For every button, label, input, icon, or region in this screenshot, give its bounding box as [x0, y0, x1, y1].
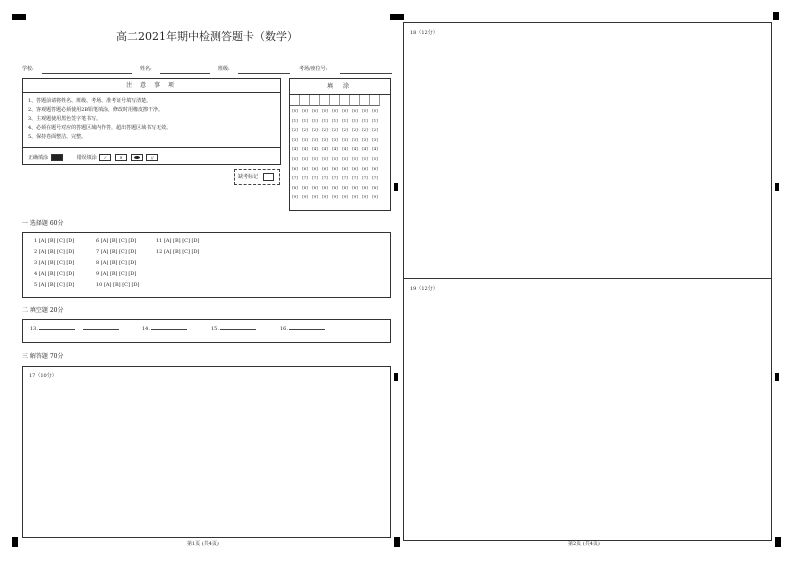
digit-bubble[interactable]: [8] [302, 184, 308, 190]
digit-bubble[interactable]: [3] [332, 136, 338, 142]
fill-sample-row [23, 147, 280, 161]
digit-bubble[interactable]: [1] [292, 117, 298, 123]
blank-15: 15. [211, 326, 256, 332]
mc-question[interactable]: 8 [A] [B] [C] [D] [96, 260, 137, 266]
digit-bubble[interactable]: [2] [312, 127, 318, 133]
digit-bubble[interactable]: [3] [322, 136, 328, 142]
digit-bubble[interactable]: [0] [352, 108, 358, 113]
digit-bubble[interactable]: [1] [352, 117, 358, 123]
mc-question[interactable]: 11 [A] [B] [C] [D] [156, 238, 200, 244]
blank-16-line[interactable] [289, 329, 325, 330]
digit-column [300, 95, 310, 202]
digit-bubble[interactable]: [6] [362, 165, 368, 171]
q17-label: 17（10分） [29, 373, 57, 379]
digit-bubble[interactable]: [9] [352, 194, 358, 200]
digit-bubble[interactable]: [1] [312, 117, 318, 123]
digit-bubble[interactable]: [5] [312, 155, 318, 161]
mc-question[interactable]: 5 [A] [B] [C] [D] [34, 282, 75, 288]
digit-bubble[interactable]: [8] [352, 184, 358, 190]
seat-field[interactable] [340, 73, 392, 74]
digit-column [320, 95, 330, 202]
mc-question[interactable]: 9 [A] [B] [C] [D] [96, 271, 137, 277]
registration-mark [775, 373, 779, 381]
page-footer-right: 第2页 (共4页) [568, 541, 600, 547]
notice-box [22, 78, 281, 165]
cross-mark-icon: ✕ [115, 154, 127, 161]
digit-bubble[interactable]: [1] [302, 117, 308, 123]
digit-column [350, 95, 360, 202]
digit-bubble[interactable]: [1] [342, 117, 348, 123]
digit-bubble[interactable]: [4] [332, 146, 338, 152]
blank-13-line-2[interactable] [83, 329, 119, 330]
digit-bubble[interactable]: [9] [342, 194, 348, 200]
registration-mark [394, 373, 398, 381]
digit-write-cell[interactable] [290, 95, 300, 106]
digit-bubble[interactable]: [0] [332, 108, 338, 113]
digit-bubble[interactable]: [2] [362, 127, 368, 133]
digit-bubble[interactable]: [5] [332, 155, 338, 161]
digit-bubble[interactable]: [5] [362, 155, 368, 161]
digit-columns [290, 95, 390, 202]
digit-bubble[interactable]: [3] [292, 136, 298, 142]
digit-bubble[interactable]: [4] [302, 146, 308, 152]
digit-bubble[interactable]: [3] [352, 136, 358, 142]
school-field[interactable] [42, 73, 132, 74]
registration-mark [775, 537, 781, 547]
digit-bubble[interactable]: [4] [322, 146, 328, 152]
notice-item: 4、必须在题号对应的答题区域内作答，超出答题区域书写无效。 [28, 125, 172, 131]
digit-bubble[interactable]: [7] [342, 175, 348, 181]
digit-bubble[interactable]: [7] [292, 175, 298, 181]
digit-write-cell[interactable] [370, 95, 380, 106]
digit-bubble[interactable]: [3] [372, 136, 378, 142]
q19-label: 19（12分） [410, 286, 438, 292]
digit-bubble[interactable]: [2] [302, 127, 308, 133]
correct-fill-label: 正确填涂 [28, 155, 49, 161]
digit-column [290, 95, 300, 202]
digit-bubble[interactable]: [4] [342, 146, 348, 152]
blank-16: 16. [280, 326, 325, 332]
digit-bubble[interactable]: [9] [312, 194, 318, 200]
solve-section-title: 三 解答题 70分 [22, 353, 64, 360]
digit-bubble[interactable]: [2] [322, 127, 328, 133]
digit-write-cell[interactable] [350, 95, 360, 106]
absent-label: 缺考标记 [238, 174, 259, 180]
digit-bubble[interactable]: [2] [372, 127, 378, 133]
name-field[interactable] [160, 73, 210, 74]
digit-bubble[interactable]: [5] [352, 155, 358, 161]
digit-bubble[interactable]: [7] [352, 175, 358, 181]
digit-bubble[interactable]: [6] [372, 165, 378, 171]
digit-bubble[interactable]: [0] [342, 108, 348, 113]
digit-bubble[interactable]: [7] [362, 175, 368, 181]
digit-column [330, 95, 340, 202]
digit-bubble[interactable]: [8] [372, 184, 378, 190]
blank-13: 13. [30, 326, 119, 332]
digit-bubble[interactable]: [0] [362, 108, 368, 113]
digit-bubble[interactable]: [8] [312, 184, 318, 190]
notice-item: 5、保持卷面整洁、完整。 [28, 134, 87, 140]
digit-write-cell[interactable] [320, 95, 330, 106]
absent-mark-box [234, 169, 280, 185]
digit-bubble[interactable]: [7] [372, 175, 378, 181]
digit-write-cell[interactable] [300, 95, 310, 106]
digit-bubble[interactable]: [2] [292, 127, 298, 133]
check-mark-icon: ✓ [99, 154, 111, 161]
digit-bubble[interactable]: [8] [342, 184, 348, 190]
digit-bubble[interactable]: [9] [292, 194, 298, 200]
blank-15-line[interactable] [220, 329, 256, 330]
digit-bubble[interactable]: [0] [322, 108, 328, 113]
digit-bubble[interactable]: [5] [372, 155, 378, 161]
digit-column [340, 95, 350, 202]
digit-bubble[interactable]: [1] [332, 117, 338, 123]
digit-bubble[interactable]: [1] [362, 117, 368, 123]
student-info-row [22, 63, 392, 75]
digit-bubble[interactable]: [3] [312, 136, 318, 142]
digit-write-cell[interactable] [310, 95, 320, 106]
digit-write-cell[interactable] [360, 95, 370, 106]
registration-mark [775, 183, 779, 191]
digit-bubble[interactable]: [9] [302, 194, 308, 200]
school-label: 学校: [22, 66, 34, 72]
digit-bubble[interactable]: [2] [342, 127, 348, 133]
mc-question[interactable]: 12 [A] [B] [C] [D] [156, 249, 200, 255]
page-footer-left: 第1页 (共4页) [187, 541, 219, 547]
digit-bubble[interactable]: [3] [342, 136, 348, 142]
wrong-fill-label: 错误填涂 [76, 155, 97, 161]
digit-bubble[interactable]: [6] [342, 165, 348, 171]
digit-bubble[interactable]: [7] [312, 175, 318, 181]
digit-bubble[interactable]: [6] [292, 165, 298, 171]
mc-section-title: 一 选择题 60分 [22, 220, 64, 227]
q18-label: 18（12分） [410, 30, 438, 36]
digit-bubble[interactable]: [0] [312, 108, 318, 113]
mc-question[interactable]: 1 [A] [B] [C] [D] [34, 238, 75, 244]
digit-bubble[interactable]: [5] [342, 155, 348, 161]
q19-answer-area[interactable] [403, 278, 772, 541]
digit-bubble[interactable]: [6] [352, 165, 358, 171]
blank-section-title: 二 填空题 20分 [22, 307, 64, 314]
digit-bubble[interactable]: [0] [302, 108, 308, 113]
digit-bubble[interactable]: [4] [292, 146, 298, 152]
class-label: 班级: [218, 66, 230, 72]
digit-bubble[interactable]: [3] [362, 136, 368, 142]
digit-bubble[interactable]: [5] [322, 155, 328, 161]
grid-title: 填 涂 [290, 79, 390, 95]
exam-number-grid [289, 78, 391, 211]
digit-write-cell[interactable] [340, 95, 350, 106]
q18-answer-area[interactable] [403, 22, 772, 279]
digit-bubble[interactable]: [0] [292, 108, 298, 113]
name-label: 姓名: [140, 66, 152, 72]
blank-14-line[interactable] [151, 329, 187, 330]
digit-bubble[interactable]: [7] [332, 175, 338, 181]
correct-fill-mark [51, 154, 63, 161]
notice-item: 2、客观题答题必须使用2B铅笔填涂，修改时用橡皮擦干净。 [28, 107, 164, 113]
mc-question[interactable]: 7 [A] [B] [C] [D] [96, 249, 137, 255]
registration-mark [394, 183, 398, 191]
ellipse-mark-icon [131, 154, 143, 161]
digit-bubble[interactable]: [5] [302, 155, 308, 161]
registration-mark [773, 12, 779, 20]
registration-mark [394, 537, 400, 547]
registration-mark [12, 14, 26, 20]
digit-bubble[interactable]: [8] [332, 184, 338, 190]
digit-bubble[interactable]: [1] [372, 117, 378, 123]
blank-14: 14. [142, 326, 187, 332]
digit-write-cell[interactable] [330, 95, 340, 106]
blank-13-line[interactable] [39, 329, 75, 330]
absent-checkbox[interactable] [263, 173, 274, 181]
notice-item: 1、答题前请将姓名、班级、考场、准考证号填写清楚。 [28, 98, 152, 104]
digit-bubble[interactable]: [9] [362, 194, 368, 200]
q17-answer-area[interactable] [22, 366, 391, 538]
digit-bubble[interactable]: [7] [302, 175, 308, 181]
notice-heading: 注 意 事 项 [23, 79, 280, 93]
digit-bubble[interactable]: [4] [312, 146, 318, 152]
digit-bubble[interactable]: [8] [362, 184, 368, 190]
digit-bubble[interactable]: [9] [322, 194, 328, 200]
digit-bubble[interactable]: [4] [372, 146, 378, 152]
digit-bubble[interactable]: [8] [322, 184, 328, 190]
digit-bubble[interactable]: [8] [292, 184, 298, 190]
slash-mark-icon: // [146, 154, 158, 161]
digit-bubble[interactable]: [6] [302, 165, 308, 171]
notice-item: 3、主观题使用黑色签字笔书写。 [28, 116, 102, 122]
digit-bubble[interactable]: [2] [352, 127, 358, 133]
registration-mark [12, 537, 18, 547]
mc-question[interactable]: 4 [A] [B] [C] [D] [34, 271, 75, 277]
digit-bubble[interactable]: [4] [352, 146, 358, 152]
mc-question[interactable]: 6 [A] [B] [C] [D] [96, 238, 137, 244]
mc-question[interactable]: 2 [A] [B] [C] [D] [34, 249, 75, 255]
digit-bubble[interactable]: [5] [292, 155, 298, 161]
digit-bubble[interactable]: [4] [362, 146, 368, 152]
digit-bubble[interactable]: [1] [322, 117, 328, 123]
seat-label: 考场/座位号: [299, 66, 328, 72]
digit-bubble[interactable]: [9] [332, 194, 338, 200]
digit-column [310, 95, 320, 202]
digit-bubble[interactable]: [6] [322, 165, 328, 171]
mc-question[interactable]: 3 [A] [B] [C] [D] [34, 260, 75, 266]
digit-bubble[interactable]: [3] [302, 136, 308, 142]
registration-mark [390, 14, 404, 20]
mc-question[interactable]: 10 [A] [B] [C] [D] [96, 282, 140, 288]
digit-bubble[interactable]: [2] [332, 127, 338, 133]
digit-bubble[interactable]: [7] [322, 175, 328, 181]
mc-answer-box [22, 232, 391, 298]
digit-bubble[interactable]: [6] [332, 165, 338, 171]
digit-bubble[interactable]: [9] [372, 194, 378, 200]
page-title: 高二2021年期中检测答题卡（数学） [116, 30, 298, 43]
digit-bubble[interactable]: [6] [312, 165, 318, 171]
digit-column [360, 95, 370, 202]
digit-column [370, 95, 380, 202]
class-field[interactable] [238, 73, 290, 74]
digit-bubble[interactable]: [0] [372, 108, 378, 113]
